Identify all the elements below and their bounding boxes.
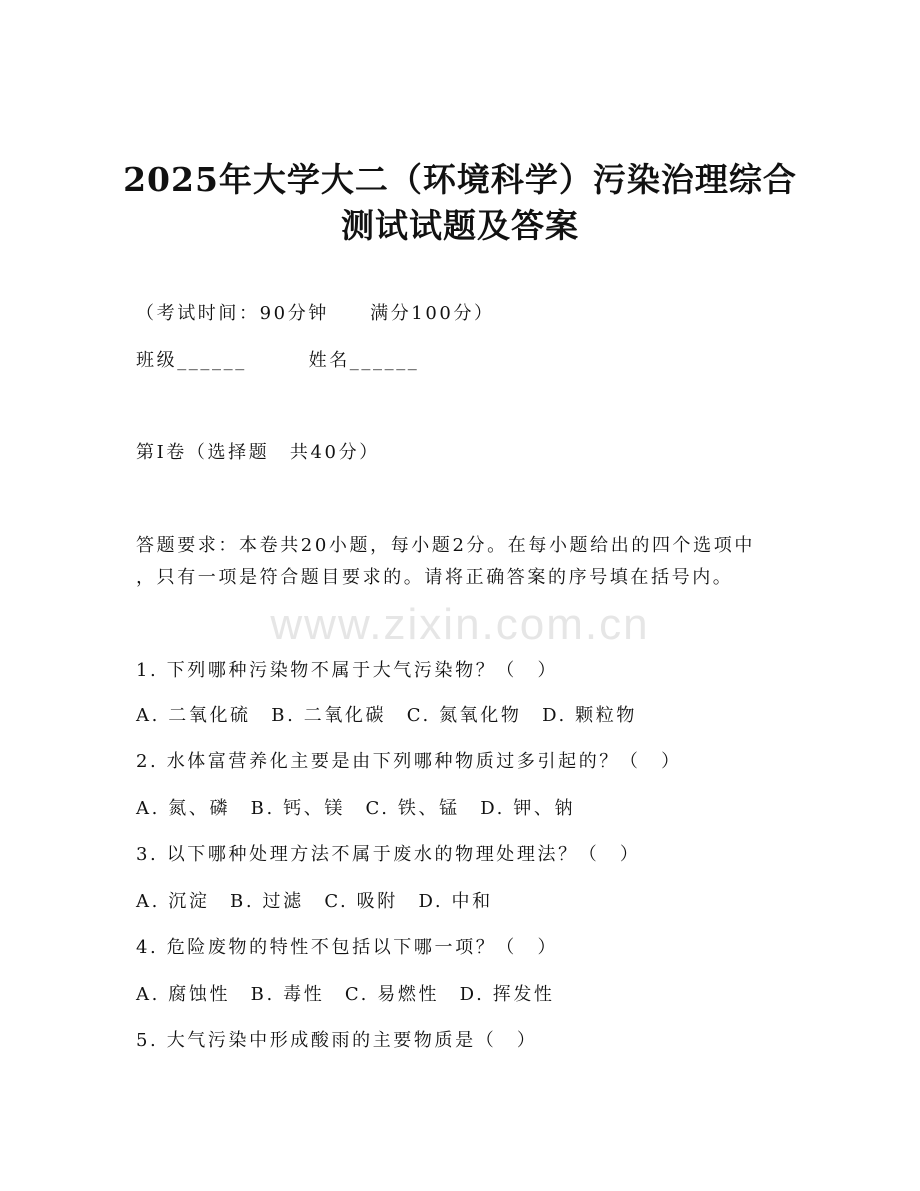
document-title-line-1: 2025年大学大二（环境科学）污染治理综合 (123, 160, 797, 199)
instructions-line-1: 答题要求：本卷共20小题，每小题2分。在每小题给出的四个选项中 (136, 535, 755, 556)
exam-info: （考试时间：90分钟 满分100分） (136, 303, 495, 324)
question-4-options: A. 腐蚀性 B. 毒性 C. 易燃性 D. 挥发性 (136, 984, 555, 1005)
section-heading: 第Ⅰ卷（选择题 共40分） (136, 442, 380, 463)
question-5: 5. 大气污染中形成酸雨的主要物质是（ ） (136, 1030, 538, 1051)
question-2-options: A. 氮、磷 B. 钙、镁 C. 铁、锰 D. 钾、钠 (136, 798, 576, 819)
question-3-options: A. 沉淀 B. 过滤 C. 吸附 D. 中和 (136, 891, 493, 912)
document-title-line-2: 测试试题及答案 (341, 206, 579, 245)
question-2: 2. 水体富营养化主要是由下列哪种物质过多引起的？（ ） (136, 751, 682, 772)
instructions-line-2: ，只有一项是符合题目要求的。请将正确答案的序号填在括号内。 (136, 567, 734, 588)
class-name-fields: 班级______ 姓名______ (136, 350, 420, 371)
question-1-options: A. 二氧化硫 B. 二氧化碳 C. 氮氧化物 D. 颗粒物 (136, 705, 637, 726)
question-1: 1. 下列哪种污染物不属于大气污染物？（ ） (136, 660, 559, 681)
question-4: 4. 危险废物的特性不包括以下哪一项？（ ） (136, 937, 559, 958)
question-3: 3. 以下哪种处理方法不属于废水的物理处理法？（ ） (136, 844, 641, 865)
watermark: www.zixin.com.cn (270, 600, 650, 649)
